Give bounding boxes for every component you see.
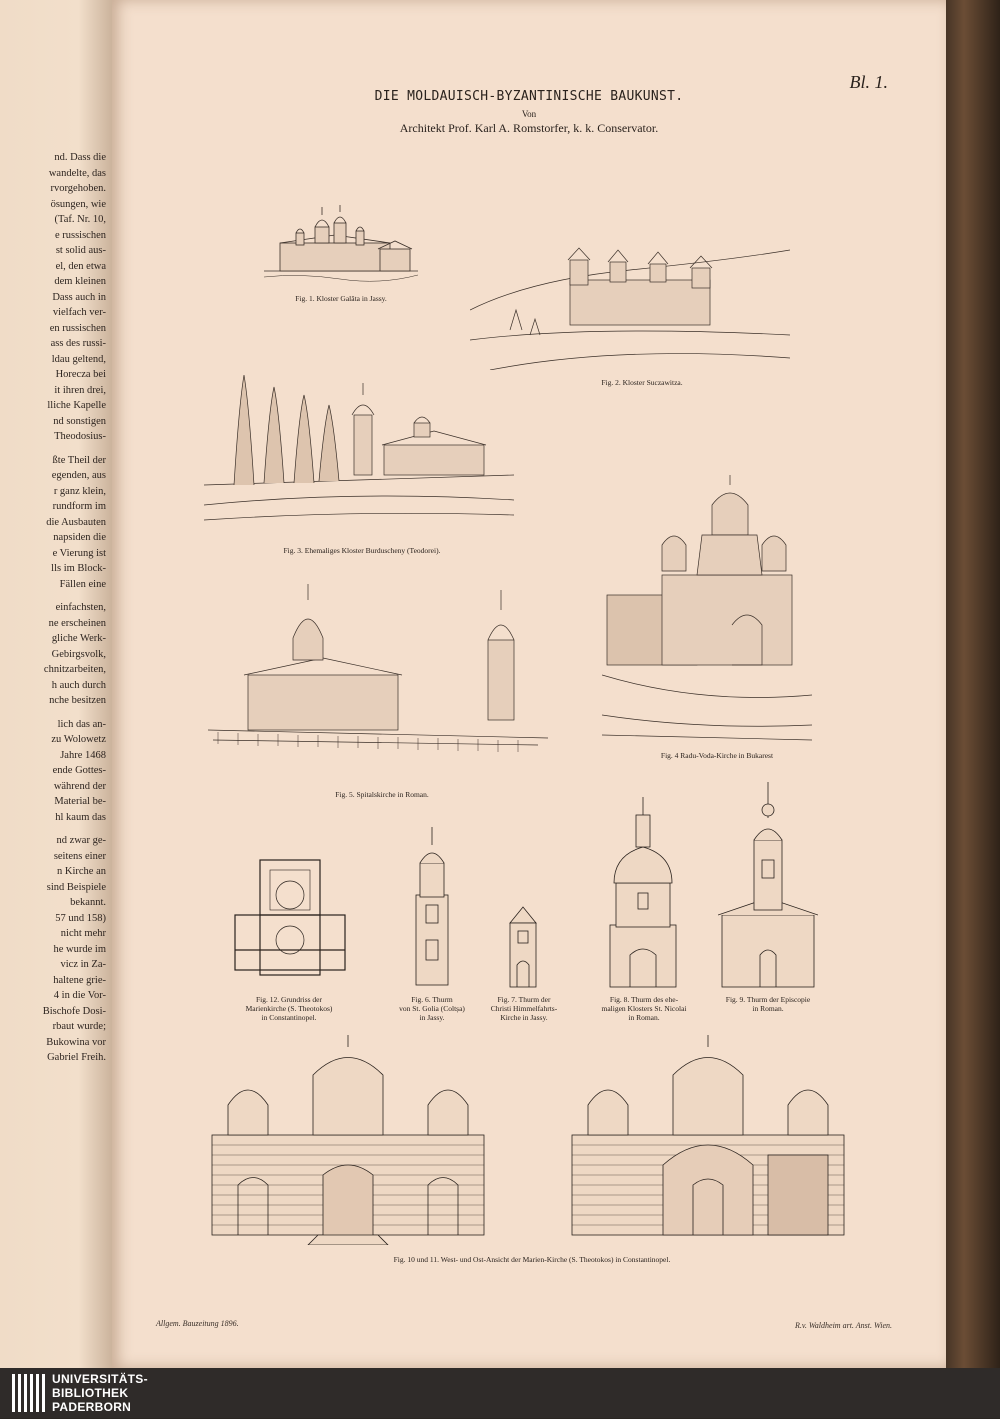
left-page-line: zu Wolowetz: [51, 734, 106, 745]
left-page-line: Horecza bei: [55, 369, 106, 380]
left-page-line: n Kirche an: [57, 866, 106, 877]
fig7-caption-line: Fig. 7. Thurm der: [497, 995, 551, 1004]
left-page-line: die Ausbauten: [46, 516, 106, 528]
left-page-line: ne erscheinen: [48, 617, 106, 629]
left-page-line: egenden, aus: [51, 470, 106, 481]
left-page-line: dem kleinen: [54, 276, 106, 287]
fig7-illustration: [504, 903, 542, 990]
fig6-illustration: [410, 825, 454, 990]
fig6-caption-line: in Jassy.: [419, 1013, 445, 1022]
left-page-line: vielfach ver-: [52, 307, 106, 318]
library-footer-bar: [0, 1368, 1000, 1418]
fig7-caption-line: Christi Himmelfahrts-: [490, 1004, 558, 1013]
fig8-caption-line: in Roman.: [628, 1013, 660, 1022]
left-page-line: nd zwar ge-: [56, 835, 106, 846]
left-page-line: Gabriel Freih.: [47, 1052, 106, 1063]
left-page-line: rbaut wurde;: [52, 1021, 106, 1032]
left-page-line: e Vierung ist: [52, 547, 106, 559]
left-page-line: el, den etwa: [55, 260, 106, 272]
left-page-line: (Taf. Nr. 10,: [54, 214, 106, 225]
fig9-caption-line: in Roman.: [752, 1004, 784, 1013]
left-page-line: lich das an-: [57, 718, 106, 730]
left-page-line: Fällen eine: [59, 578, 106, 590]
left-page-line: wandelte, das: [48, 167, 106, 179]
left-page-line: he wurde im: [53, 943, 106, 955]
fig11-illustration: [568, 1035, 848, 1245]
left-page-line: ldau geltend,: [51, 353, 106, 365]
left-page-line: einfachsten,: [55, 602, 106, 613]
left-page-line: Bukowina vor: [46, 1036, 106, 1048]
left-page-line: während der: [53, 780, 106, 792]
fig12-caption-line: Fig. 12. Grundriss der: [255, 995, 323, 1004]
left-page-line: Gebirgsvolk,: [51, 648, 106, 660]
left-page-line: en russischen: [49, 322, 106, 334]
plate-number: Bl. 1.: [849, 72, 888, 92]
fig1-illustration: [260, 205, 422, 285]
left-page-line: Material be-: [54, 796, 106, 807]
left-page-line: bekannt.: [70, 897, 106, 908]
left-page-line: Dass auch in: [52, 291, 106, 303]
left-page-line: Theodosius-: [54, 431, 106, 442]
left-page-line: it ihren drei,: [54, 384, 106, 396]
fig7-caption: [482, 995, 566, 1022]
fig4-caption: Fig. 4 Radu-Voda-Kirche in Bukarest: [660, 751, 774, 760]
library-logo-icon: [8, 1372, 48, 1414]
fig8-illustration: [600, 795, 686, 990]
book-cover-edge: [940, 0, 1000, 1368]
footer-printer: R.v. Waldheim art. Anst. Wien.: [795, 1321, 892, 1330]
footer-publication: Allgem. Bauzeitung 1896.: [156, 1319, 239, 1328]
left-page-line: napsiden die: [53, 532, 106, 543]
fig8-caption: [588, 995, 700, 1022]
left-page-line: 4 in die Vor-: [53, 990, 106, 1001]
plate-page: [112, 0, 946, 1368]
library-logo-line3: PADERBORN: [52, 1400, 132, 1414]
left-page-line: ende Gottes-: [52, 765, 106, 776]
left-page-line: r ganz klein,: [53, 485, 106, 497]
left-page-line: 57 und 158): [55, 912, 106, 924]
fig12-illustration: [230, 855, 350, 980]
left-page-line: chnitzarbeiten,: [43, 664, 106, 675]
left-page-line: gliche Werk-: [51, 633, 106, 644]
left-page-line: sind Beispiele: [46, 881, 106, 893]
plate-author: Architekt Prof. Karl A. Romstorfer, k. k. Conservator.: [399, 121, 659, 135]
left-page-line: nd sonstigen: [53, 415, 106, 427]
fig12-caption: [224, 995, 354, 1022]
left-page-text: [0, 0, 112, 1368]
left-page-line: hl kaum das: [55, 811, 106, 823]
left-page-line: ösungen, wie: [50, 198, 106, 210]
left-page-line: ass des russi-: [50, 338, 106, 349]
fig3-illustration: [204, 365, 514, 525]
fig9-illustration: [718, 780, 818, 990]
plate-title: DIE MOLDAUISCH-BYZANTINISCHE BAUKUNST.: [374, 89, 684, 104]
library-logo-line2: BIBLIOTHEK: [52, 1386, 129, 1400]
fig1-caption: Fig. 1. Kloster Galâta in Jassy.: [295, 294, 387, 303]
left-page-line: Jahre 1468: [60, 749, 106, 761]
fig8-caption-line: maligen Klosters St. Nicolai: [601, 1004, 687, 1013]
fig8-caption-line: Fig. 8. Thurm des ehe-: [609, 995, 679, 1004]
fig10-11-caption: Fig. 10 und 11. West- und Ost-Ansicht der Marien-Kirche (S. Theotokos) in Constantinopel.: [393, 1255, 671, 1264]
fig5-illustration: [208, 580, 548, 755]
fig12-caption-line: Marienkirche (S. Theotokos): [245, 1004, 333, 1013]
left-page-line: seitens einer: [53, 850, 106, 862]
left-page-line: nicht mehr: [60, 928, 106, 939]
left-page-line: st solid aus-: [55, 245, 106, 256]
left-page-line: rundform im: [52, 501, 106, 512]
left-page-line: nche besitzen: [49, 695, 106, 706]
fig9-caption: [704, 995, 832, 1013]
fig7-caption-line: Kirche in Jassy.: [500, 1013, 548, 1022]
fig6-caption-line: Fig. 6. Thurm: [411, 995, 453, 1004]
fig9-caption-line: Fig. 9. Thurm der Episcopie: [725, 995, 811, 1004]
left-page-line: Bischofe Dosi-: [42, 1005, 106, 1017]
library-logo-line1: UNIVERSITÄTS-: [52, 1372, 148, 1386]
left-page-line: nd. Dass die: [54, 152, 106, 163]
fig5-caption: Fig. 5. Spitalskirche in Roman.: [335, 790, 429, 799]
plate-von: Von: [521, 109, 537, 119]
fig3-caption: Fig. 3. Ehemaliges Kloster Burduscheny (Teodorei).: [283, 546, 441, 555]
left-page-line: rvorgehoben.: [50, 183, 106, 194]
fig6-caption: [384, 995, 480, 1022]
left-page-line: lls im Block-: [51, 563, 106, 574]
left-page-line: vicz in Za-: [60, 959, 106, 970]
fig10-illustration: [208, 1035, 488, 1245]
fig2-caption: Fig. 2. Kloster Suczawitza.: [601, 378, 683, 387]
fig4-illustration: [602, 475, 812, 745]
left-page-line: ßte Theil der: [52, 454, 106, 466]
fig6-caption-line: von St. Golia (Coltșa): [399, 1004, 465, 1013]
left-page-line: e russischen: [54, 229, 106, 241]
left-page-line: haltene grie-: [53, 974, 106, 986]
left-page-line: lliche Kapelle: [47, 400, 106, 411]
fig12-caption-line: in Constantinopel.: [261, 1013, 317, 1022]
left-page-line: h auch durch: [51, 679, 106, 691]
fig2-illustration: [470, 240, 790, 370]
